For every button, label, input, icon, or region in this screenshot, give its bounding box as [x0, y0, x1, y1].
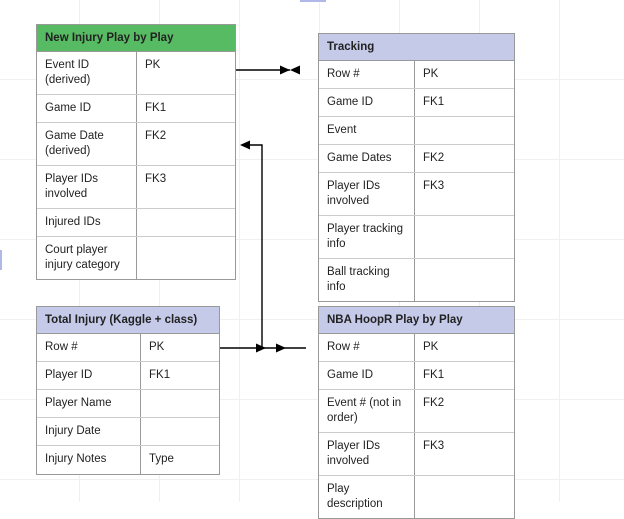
table-row	[37, 209, 235, 237]
field-name: Game ID	[319, 89, 415, 116]
field-name: Player Name	[37, 390, 141, 417]
field-name: Player IDs involved	[319, 173, 415, 215]
field-name: Player IDs involved	[37, 166, 137, 208]
alignment-guide-top	[300, 0, 326, 2]
entity-title-hoopr: NBA HoopR Play by Play	[319, 307, 514, 334]
entity-rows-hoopr	[319, 334, 514, 518]
table-row	[319, 362, 514, 390]
table-row	[319, 117, 514, 145]
field-key: FK1	[423, 369, 445, 381]
table-row	[319, 334, 514, 362]
table-row	[319, 216, 514, 259]
field-name: Ball tracking info	[319, 259, 415, 301]
table-row	[37, 166, 235, 209]
field-name: Row #	[319, 334, 415, 361]
field-key: FK2	[423, 397, 445, 409]
field-key: PK	[423, 68, 439, 80]
entity-rows-new-injury	[37, 52, 235, 279]
field-key	[415, 117, 514, 144]
table-row	[37, 418, 219, 446]
entity-tracking[interactable]	[318, 33, 515, 302]
field-name: Event # (not in order)	[319, 390, 415, 432]
field-key: FK2	[423, 152, 445, 164]
field-name: Game ID	[37, 95, 137, 122]
field-key	[137, 237, 235, 279]
table-row	[319, 433, 514, 476]
field-key	[415, 476, 514, 518]
table-row	[319, 476, 514, 518]
entity-rows-total-injury	[37, 334, 219, 474]
field-name: Row #	[319, 61, 415, 88]
field-key	[141, 418, 219, 445]
entity-new-injury-play-by-play[interactable]	[36, 24, 236, 280]
field-key: PK	[423, 341, 439, 353]
entity-total-injury[interactable]	[36, 306, 220, 475]
field-name: Injured IDs	[37, 209, 137, 236]
field-name: Injury Date	[37, 418, 141, 445]
entity-title-new-injury: New Injury Play by Play	[37, 25, 235, 52]
field-name: Play description	[319, 476, 415, 518]
table-row	[319, 173, 514, 216]
table-row	[37, 390, 219, 418]
field-name: Player IDs involved	[319, 433, 415, 475]
field-name: Game Dates	[319, 145, 415, 172]
field-name: Injury Notes	[37, 446, 141, 474]
field-key: FK3	[423, 180, 445, 192]
table-row	[37, 123, 235, 166]
field-name: Game ID	[319, 362, 415, 389]
field-name: Event	[319, 117, 415, 144]
table-row	[319, 390, 514, 433]
table-row	[319, 61, 514, 89]
field-name: Player tracking info	[319, 216, 415, 258]
entity-rows-tracking	[319, 61, 514, 301]
entity-title-total-injury: Total Injury (Kaggle + class)	[37, 307, 219, 334]
table-row	[319, 259, 514, 301]
field-name: Event ID (derived)	[37, 52, 137, 94]
field-key	[141, 390, 219, 417]
field-key: PK	[145, 59, 161, 71]
field-key: FK2	[145, 130, 167, 142]
field-name: Player ID	[37, 362, 141, 389]
alignment-guide-left	[0, 250, 2, 270]
field-key	[415, 216, 514, 258]
field-key: Type	[149, 453, 174, 465]
entity-title-tracking: Tracking	[319, 34, 514, 61]
entity-nba-hoopr-play-by-play[interactable]	[318, 306, 515, 519]
field-name: Court player injury category	[37, 237, 137, 279]
table-row	[37, 52, 235, 95]
table-row	[37, 362, 219, 390]
field-key: FK3	[145, 173, 167, 185]
table-row	[37, 95, 235, 123]
table-row	[37, 237, 235, 279]
table-row	[319, 89, 514, 117]
table-row	[37, 446, 219, 474]
field-key: FK1	[145, 102, 167, 114]
field-name: Game Date (derived)	[37, 123, 137, 165]
field-key: PK	[149, 341, 165, 353]
table-row	[37, 334, 219, 362]
field-name: Row #	[37, 334, 141, 361]
field-key: FK1	[149, 369, 171, 381]
field-key	[137, 209, 235, 236]
field-key: FK1	[423, 96, 445, 108]
table-row	[319, 145, 514, 173]
field-key	[415, 259, 514, 301]
field-key: FK3	[423, 440, 445, 452]
